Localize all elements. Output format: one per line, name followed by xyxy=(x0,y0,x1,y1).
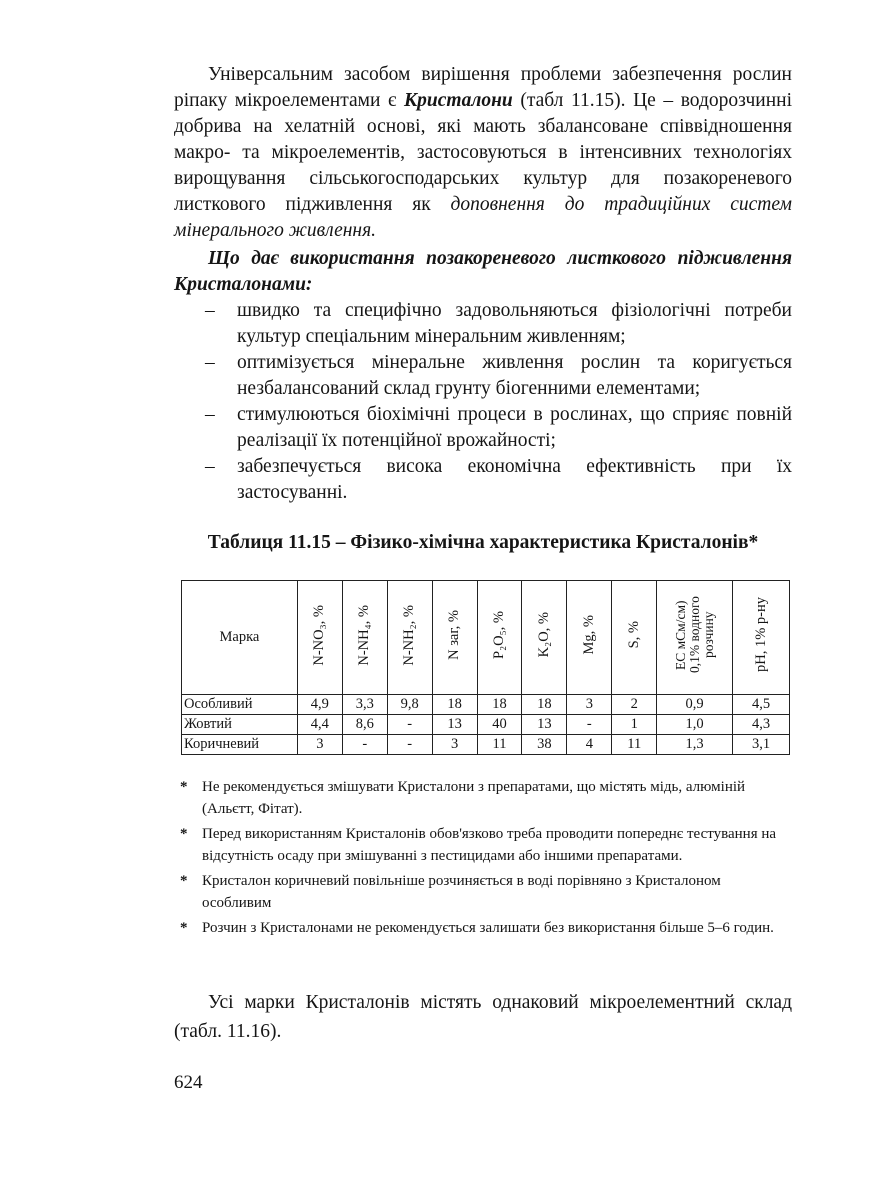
benefit-item xyxy=(205,402,792,454)
header-ph: pH, 1% р-ну xyxy=(733,581,790,695)
cell-ph: 3,1 xyxy=(733,735,790,755)
cell-name: Коричневий xyxy=(182,735,298,755)
intro-paragraph xyxy=(174,62,792,244)
cell-ec: 0,9 xyxy=(657,695,733,715)
cell-ntotal: 3 xyxy=(432,735,477,755)
benefits-heading: Що дає використання позакореневого листкового підживлення Кристалонами: xyxy=(174,248,792,295)
cell-k2o: 13 xyxy=(522,715,567,735)
cell-p2o5: 11 xyxy=(477,735,522,755)
cell-ntotal: 13 xyxy=(432,715,477,735)
table-row xyxy=(182,695,790,715)
benefit-item xyxy=(205,350,792,402)
cell-k2o: 18 xyxy=(522,695,567,715)
header-brand: Марка xyxy=(182,581,298,695)
page-number: 624 xyxy=(174,1072,203,1093)
intro-text-italic: доповнення до традиційних систем мінерального живлення. xyxy=(174,194,793,241)
dash-bullet: – xyxy=(205,300,215,321)
asterisk-marker: * xyxy=(180,779,188,795)
cell-nh2: - xyxy=(387,715,432,735)
cell-nh4: 3,3 xyxy=(342,695,387,715)
cell-p2o5: 18 xyxy=(477,695,522,715)
benefit-text: швидко та специфічно задовольняються фізіологічні потреби культур спеціальним мінеральним живленням; xyxy=(237,300,792,347)
dash-bullet: – xyxy=(205,352,215,373)
cell-nh2: 9,8 xyxy=(387,695,432,715)
cell-k2o: 38 xyxy=(522,735,567,755)
header-mg: Mg, % xyxy=(567,581,612,695)
header-nh4: N-NH₄, % xyxy=(342,581,387,695)
benefit-item xyxy=(205,454,792,506)
cell-name: Жовтий xyxy=(182,715,298,735)
footnote-text: Розчин з Кристалонами не рекомендується залишати без використання більше 5–6 годин. xyxy=(202,920,774,936)
header-nh2: N-NH₂, % xyxy=(387,581,432,695)
cell-ec: 1,3 xyxy=(657,735,733,755)
intro-text-middle: (табл 11.15). Це – водорозчинні добрива на хелатній основі, які мають збалансоване співвідношення макро- та мікроелементів, застосовуються в інтенсивних технологіях вирощування сільськогосподарських культур для позакореневого листкового підживлення як xyxy=(174,90,792,215)
intro-product-name: Кристалони xyxy=(403,90,513,111)
cell-p2o5: 40 xyxy=(477,715,522,735)
header-p2o5: P₂O₅, % xyxy=(477,581,522,695)
benefit-item xyxy=(205,298,792,350)
footnote xyxy=(180,823,792,867)
asterisk-marker: * xyxy=(180,826,188,842)
cell-ph: 4,3 xyxy=(733,715,790,735)
cell-mg: - xyxy=(567,715,612,735)
cell-s: 11 xyxy=(612,735,657,755)
header-ntotal: N заг, % xyxy=(432,581,477,695)
footnotes-list xyxy=(180,776,792,942)
benefit-text: стимулюються біохімічні процеси в рослинах, що сприяє повній реалізації їх потенційної врожайності; xyxy=(237,404,792,451)
cell-ph: 4,5 xyxy=(733,695,790,715)
footnote xyxy=(180,917,792,939)
benefit-text: забезпечується висока економічна ефективність при їх застосуванні. xyxy=(237,456,792,503)
header-s: S, % xyxy=(612,581,657,695)
cell-no3: 3 xyxy=(297,735,342,755)
asterisk-marker: * xyxy=(180,873,188,889)
closing-paragraph: Усі марки Кристалонів містять однаковий мікроелементний склад (табл. 11.16). xyxy=(174,992,792,1042)
table-caption: Таблиця 11.15 – Фізико-хімічна характеристика Кристалонів* xyxy=(207,532,759,553)
table-header-row xyxy=(182,581,790,695)
cell-no3: 4,4 xyxy=(297,715,342,735)
header-k2o: K₂O, % xyxy=(522,581,567,695)
cell-s: 1 xyxy=(612,715,657,735)
footnote xyxy=(180,776,792,820)
cell-ntotal: 18 xyxy=(432,695,477,715)
cell-nh4: - xyxy=(342,735,387,755)
cell-mg: 4 xyxy=(567,735,612,755)
cell-nh2: - xyxy=(387,735,432,755)
asterisk-marker: * xyxy=(180,920,188,936)
benefits-list xyxy=(205,298,792,506)
crystalon-table xyxy=(181,580,790,755)
footnote-text: Перед використанням Кристалонів обов'язково треба проводити попереднє тестування на відсутність осаду при змішуванні з пестицидами або іншими препаратами. xyxy=(202,826,777,864)
cell-no3: 4,9 xyxy=(297,695,342,715)
table-row xyxy=(182,715,790,735)
footnote-text: Не рекомендується змішувати Кристалони з препаратами, що містять мідь, алюміній (Альєтт, Фітат). xyxy=(202,779,746,817)
table-row xyxy=(182,735,790,755)
footnote xyxy=(180,870,792,914)
cell-nh4: 8,6 xyxy=(342,715,387,735)
cell-mg: 3 xyxy=(567,695,612,715)
benefit-text: оптимізується мінеральне живлення рослин та коригується незбалансований склад грунту біогенними елементами; xyxy=(237,352,792,399)
dash-bullet: – xyxy=(205,404,215,425)
dash-bullet: – xyxy=(205,456,215,477)
cell-ec: 1,0 xyxy=(657,715,733,735)
header-no3: N-NO₃, % xyxy=(297,581,342,695)
cell-s: 2 xyxy=(612,695,657,715)
header-ec: EC мСм/см) 0,1% водного розчину xyxy=(657,581,733,695)
footnote-text: Кристалон коричневий повільніше розчиняється в воді порівняно з Кристалоном особливим xyxy=(202,873,721,911)
cell-name: Особливий xyxy=(182,695,298,715)
intro-text-start: Універсальним засобом вирішення проблеми забезпечення рослин ріпаку мікроелементами є xyxy=(174,64,792,111)
